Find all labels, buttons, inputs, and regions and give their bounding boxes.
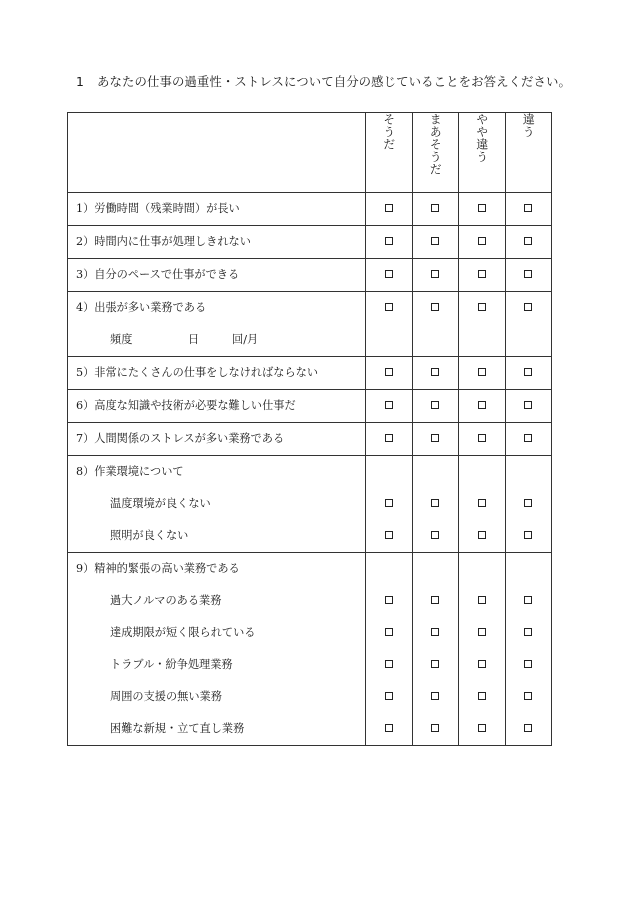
question-row <box>68 390 552 423</box>
checkbox[interactable] <box>478 660 486 668</box>
checkbox-line <box>506 193 552 225</box>
checkbox-line <box>459 324 505 356</box>
option-cell <box>412 259 459 292</box>
option-cell <box>366 456 413 553</box>
checkbox-line <box>366 324 412 356</box>
checkbox-line <box>506 456 552 488</box>
checkbox[interactable] <box>431 724 439 732</box>
question-label: 2）時間内に仕事が処理しきれない <box>76 235 251 248</box>
checkbox-line <box>506 585 552 617</box>
checkbox-line <box>413 292 459 324</box>
checkbox[interactable] <box>385 270 393 278</box>
checkbox[interactable] <box>385 531 393 539</box>
checkbox[interactable] <box>431 660 439 668</box>
option-header-yes <box>366 113 413 193</box>
sub-question-label: 困難な新規・立て直し業務 <box>110 722 245 735</box>
checkbox-line <box>459 520 505 552</box>
checkbox-line <box>506 553 552 585</box>
option-cell <box>505 390 552 423</box>
option-label: そうだ <box>381 113 396 151</box>
option-header-somewhat-yes <box>412 113 459 193</box>
checkbox[interactable] <box>478 724 486 732</box>
checkbox-line <box>459 259 505 291</box>
question-cell <box>68 259 366 292</box>
option-cell <box>505 357 552 390</box>
checkbox[interactable] <box>385 237 393 245</box>
question-cell <box>68 193 366 226</box>
checkbox[interactable] <box>478 368 486 376</box>
question-label: 5）非常にたくさんの仕事をしなければならない <box>76 366 319 379</box>
option-cell <box>505 226 552 259</box>
checkbox-line <box>413 649 459 681</box>
frequency-unit-times: 回/月 <box>232 333 259 346</box>
checkbox[interactable] <box>478 401 486 409</box>
option-cell <box>459 553 506 746</box>
option-cell <box>366 423 413 456</box>
checkbox[interactable] <box>431 237 439 245</box>
question-cell <box>68 357 366 390</box>
checkbox-line <box>506 324 552 356</box>
checkbox-line <box>506 649 552 681</box>
checkbox[interactable] <box>524 237 532 245</box>
option-cell <box>366 292 413 357</box>
checkbox-line <box>506 259 552 291</box>
checkbox-line <box>459 423 505 455</box>
checkbox-line <box>459 292 505 324</box>
checkbox-line <box>506 617 552 649</box>
option-cell <box>505 193 552 226</box>
checkbox[interactable] <box>524 531 532 539</box>
checkbox-line <box>366 488 412 520</box>
checkbox-line <box>366 292 412 324</box>
option-cell <box>505 423 552 456</box>
header-row <box>68 113 552 193</box>
checkbox-line <box>366 713 412 745</box>
checkbox-line <box>413 520 459 552</box>
checkbox-line <box>413 488 459 520</box>
question-row <box>68 357 552 390</box>
question-row <box>68 226 552 259</box>
option-cell <box>412 553 459 746</box>
checkbox-line <box>366 357 412 389</box>
checkbox-line <box>413 553 459 585</box>
checkbox[interactable] <box>385 724 393 732</box>
checkbox-line <box>413 713 459 745</box>
checkbox-line <box>459 649 505 681</box>
checkbox[interactable] <box>524 204 532 212</box>
option-cell <box>459 423 506 456</box>
sub-question-label: 照明が良くない <box>110 529 189 542</box>
stress-survey-table <box>67 112 552 746</box>
option-cell <box>412 292 459 357</box>
item-header-cell <box>68 113 366 193</box>
checkbox-line <box>366 259 412 291</box>
sub-question-label: 温度環境が良くない <box>110 497 211 510</box>
checkbox-line <box>413 259 459 291</box>
checkbox[interactable] <box>431 692 439 700</box>
checkbox[interactable] <box>524 692 532 700</box>
option-cell <box>459 456 506 553</box>
checkbox-line <box>459 390 505 422</box>
checkbox-line <box>506 357 552 389</box>
checkbox-line <box>459 193 505 225</box>
question-cell <box>68 390 366 423</box>
checkbox[interactable] <box>431 401 439 409</box>
question-label: 8）作業環境について <box>76 465 184 478</box>
checkbox-line <box>506 520 552 552</box>
option-cell <box>459 292 506 357</box>
option-cell <box>459 259 506 292</box>
checkbox[interactable] <box>524 401 532 409</box>
checkbox[interactable] <box>431 434 439 442</box>
sub-question-label: 過大ノルマのある業務 <box>110 594 222 607</box>
checkbox-line <box>506 390 552 422</box>
checkbox[interactable] <box>431 368 439 376</box>
checkbox-line <box>366 649 412 681</box>
checkbox-line <box>506 713 552 745</box>
option-header-no <box>505 113 552 193</box>
checkbox-line <box>413 226 459 258</box>
sub-question-label: トラブル・紛争処理業務 <box>110 658 233 671</box>
checkbox-line <box>366 456 412 488</box>
question-row <box>68 423 552 456</box>
option-cell <box>366 357 413 390</box>
checkbox-line <box>459 456 505 488</box>
option-label: まあそうだ <box>428 113 443 176</box>
question-row <box>68 193 552 226</box>
checkbox[interactable] <box>431 596 439 604</box>
checkbox-line <box>413 324 459 356</box>
checkbox-line <box>506 423 552 455</box>
checkbox[interactable] <box>385 499 393 507</box>
option-label: やや違う <box>474 113 489 163</box>
checkbox[interactable] <box>524 628 532 636</box>
checkbox-line <box>506 488 552 520</box>
sub-question-label: 達成期限が短く限られている <box>110 626 256 639</box>
question-cell <box>68 226 366 259</box>
checkbox[interactable] <box>431 204 439 212</box>
checkbox[interactable] <box>524 660 532 668</box>
checkbox-line <box>459 713 505 745</box>
checkbox[interactable] <box>524 303 532 311</box>
checkbox-line <box>413 617 459 649</box>
checkbox[interactable] <box>385 692 393 700</box>
checkbox-line <box>366 226 412 258</box>
checkbox[interactable] <box>478 237 486 245</box>
option-cell <box>366 553 413 746</box>
question-number: 1 <box>76 74 84 89</box>
question-label: 9）精神的緊張の高い業務である <box>76 562 240 575</box>
question-cell <box>68 423 366 456</box>
checkbox[interactable] <box>524 499 532 507</box>
checkbox[interactable] <box>524 724 532 732</box>
question-row <box>68 292 552 357</box>
question-label: 4）出張が多い業務である <box>76 301 207 314</box>
option-header-somewhat-no <box>459 113 506 193</box>
checkbox[interactable] <box>524 368 532 376</box>
checkbox-line <box>413 456 459 488</box>
checkbox[interactable] <box>385 434 393 442</box>
option-cell <box>459 193 506 226</box>
question-cell <box>68 553 366 746</box>
option-cell <box>412 423 459 456</box>
checkbox-line <box>413 193 459 225</box>
checkbox-line <box>506 681 552 713</box>
option-cell <box>505 259 552 292</box>
checkbox[interactable] <box>478 596 486 604</box>
checkbox[interactable] <box>478 434 486 442</box>
checkbox[interactable] <box>385 660 393 668</box>
option-cell <box>412 456 459 553</box>
option-cell <box>505 456 552 553</box>
checkbox-line <box>413 357 459 389</box>
checkbox-line <box>413 585 459 617</box>
checkbox[interactable] <box>478 628 486 636</box>
checkbox[interactable] <box>385 368 393 376</box>
option-cell <box>366 259 413 292</box>
checkbox[interactable] <box>478 692 486 700</box>
checkbox-line <box>459 617 505 649</box>
checkbox[interactable] <box>478 499 486 507</box>
checkbox-line <box>459 226 505 258</box>
option-cell <box>412 390 459 423</box>
question-row <box>68 456 552 553</box>
checkbox-line <box>413 423 459 455</box>
option-cell <box>505 292 552 357</box>
checkbox-line <box>366 681 412 713</box>
question-row <box>68 259 552 292</box>
question-cell <box>68 456 366 553</box>
question-text: あなたの仕事の過重性・ストレスについて自分の感じていることをお答えください。 <box>97 74 572 89</box>
checkbox-line <box>459 488 505 520</box>
question-label: 6）高度な知識や技術が必要な難しい仕事だ <box>76 399 296 412</box>
checkbox-line <box>413 390 459 422</box>
option-label: 違う <box>521 113 536 138</box>
checkbox[interactable] <box>385 596 393 604</box>
checkbox[interactable] <box>431 628 439 636</box>
checkbox-line <box>366 585 412 617</box>
checkbox[interactable] <box>478 270 486 278</box>
page-title <box>76 72 571 90</box>
checkbox-line <box>459 357 505 389</box>
option-cell <box>412 193 459 226</box>
checkbox-line <box>366 423 412 455</box>
option-cell <box>412 226 459 259</box>
question-label: 7）人間関係のストレスが多い業務である <box>76 432 285 445</box>
checkbox[interactable] <box>524 596 532 604</box>
checkbox[interactable] <box>478 303 486 311</box>
option-cell <box>459 226 506 259</box>
checkbox[interactable] <box>431 531 439 539</box>
checkbox-line <box>366 553 412 585</box>
checkbox[interactable] <box>431 303 439 311</box>
checkbox[interactable] <box>385 303 393 311</box>
question-label: 1）労働時間（残業時間）が長い <box>76 202 240 215</box>
checkbox-line <box>413 681 459 713</box>
checkbox-line <box>366 193 412 225</box>
option-cell <box>505 553 552 746</box>
option-cell <box>366 193 413 226</box>
checkbox-line <box>366 617 412 649</box>
checkbox-line <box>366 520 412 552</box>
checkbox-line <box>366 390 412 422</box>
checkbox-line <box>459 681 505 713</box>
checkbox[interactable] <box>478 204 486 212</box>
checkbox[interactable] <box>385 401 393 409</box>
checkbox[interactable] <box>431 499 439 507</box>
question-cell <box>68 292 366 357</box>
sub-question-label: 周囲の支援の無い業務 <box>110 690 222 703</box>
option-cell <box>366 226 413 259</box>
checkbox[interactable] <box>385 204 393 212</box>
frequency-unit-days: 日 <box>188 333 200 346</box>
checkbox-line <box>459 585 505 617</box>
checkbox[interactable] <box>478 531 486 539</box>
checkbox[interactable] <box>524 270 532 278</box>
checkbox-line <box>459 553 505 585</box>
checkbox-line <box>506 226 552 258</box>
checkbox-line <box>506 292 552 324</box>
checkbox[interactable] <box>385 628 393 636</box>
option-cell <box>459 390 506 423</box>
option-cell <box>366 390 413 423</box>
frequency-line <box>68 324 365 356</box>
checkbox[interactable] <box>431 270 439 278</box>
question-label: 3）自分のペースで仕事ができる <box>76 268 240 281</box>
option-cell <box>412 357 459 390</box>
checkbox[interactable] <box>524 434 532 442</box>
question-row <box>68 553 552 746</box>
option-cell <box>459 357 506 390</box>
frequency-label: 頻度 <box>110 333 133 346</box>
